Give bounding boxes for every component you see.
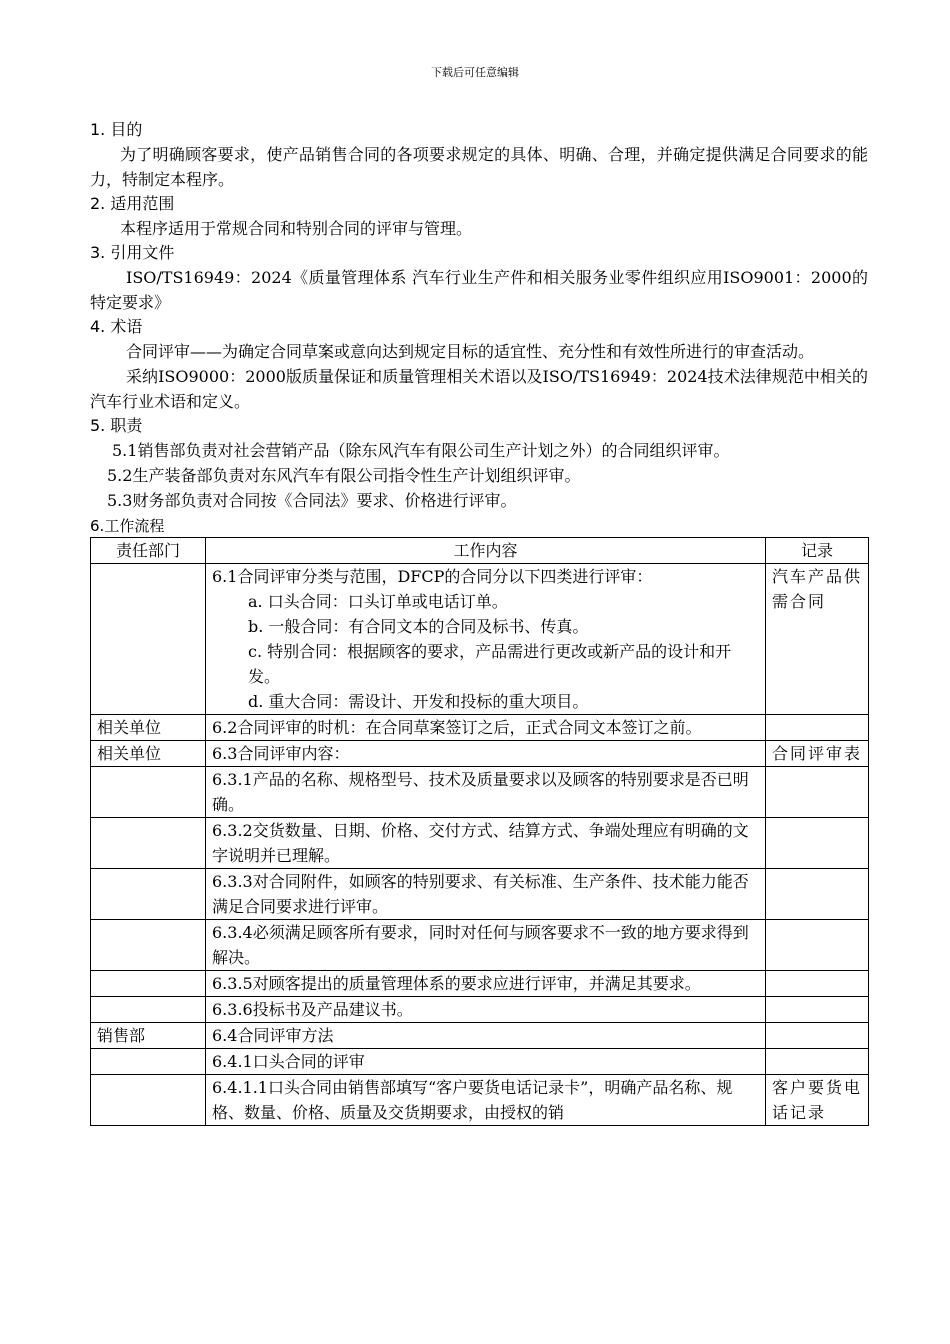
table-row xyxy=(91,564,869,715)
cell-content: 6.3.5对顾客提出的质量管理体系的要求应进行评审，并满足其要求。 xyxy=(206,971,766,997)
cell-content: 6.4.1口头合同的评审 xyxy=(206,1049,766,1075)
cell-dept xyxy=(91,1075,206,1126)
cell-content xyxy=(206,564,766,715)
cell-record: 客户要货电话记录 xyxy=(766,1075,869,1126)
section-1-title: 1. 目的 xyxy=(90,120,143,139)
section-6-number: 6. xyxy=(90,517,105,535)
table-row xyxy=(91,869,869,920)
cell-record xyxy=(766,920,869,971)
cell-dept: 相关单位 xyxy=(91,715,206,741)
workflow-table xyxy=(90,537,869,1126)
cell-dept xyxy=(91,767,206,818)
section-6-title xyxy=(90,515,868,537)
page-header: 下载后可任意编辑 xyxy=(431,66,519,79)
cell-record xyxy=(766,767,869,818)
cell-dept: 销售部 xyxy=(91,1023,206,1049)
section-2-text: 本程序适用于常规合同和特别合同的评审与管理。 xyxy=(120,219,473,238)
cell-content: 6.3.6投标书及产品建议书。 xyxy=(206,997,766,1023)
cell-dept xyxy=(91,869,206,920)
cell-dept xyxy=(91,997,206,1023)
content-line: a. 口头合同：口头订单或电话订单。 xyxy=(248,592,508,611)
content-line: b. 一般合同：有合同文本的合同及标书、传真。 xyxy=(248,617,589,636)
header-content: 工作内容 xyxy=(206,538,766,564)
cell-content: 6.4合同评审方法 xyxy=(206,1023,766,1049)
section-4-adoption: 采纳ISO9000：2000版质量保证和质量管理相关术语以及ISO/TS16949：2024技术法律规范中相关的汽车行业术语和定义。 xyxy=(90,367,868,411)
content-line: 6.1合同评审分类与范围，DFCP的合同分以下四类进行评审： xyxy=(212,567,653,586)
cell-record xyxy=(766,1049,869,1075)
cell-content: 6.3.4必须满足顾客所有要求，同时对任何与顾客要求不一致的地方要求得到解决。 xyxy=(206,920,766,971)
table-row xyxy=(91,715,869,741)
cell-record xyxy=(766,818,869,869)
section-1-text: 为了明确顾客要求，使产品销售合同的各项要求规定的具体、明确、合理，并确定提供满足合同要求的能力，特制定本程序。 xyxy=(90,145,868,189)
cell-record xyxy=(766,715,869,741)
cell-content: 6.3.2交货数量、日期、价格、交付方式、结算方式、争端处理应有明确的文字说明并已理解。 xyxy=(206,818,766,869)
cell-record xyxy=(766,1023,869,1049)
duty-item: 5.3财务部负责对合同按《合同法》要求、价格进行评审。 xyxy=(107,491,517,510)
cell-record xyxy=(766,971,869,997)
cell-record xyxy=(766,869,869,920)
document-body xyxy=(90,118,868,1126)
table-header-row xyxy=(91,538,869,564)
table-row xyxy=(91,1049,869,1075)
table-row xyxy=(91,741,869,767)
header-record: 记录 xyxy=(766,538,869,564)
table-row xyxy=(91,971,869,997)
content-line: d. 重大合同：需设计、开发和投标的重大项目。 xyxy=(248,692,589,711)
cell-content: 6.3合同评审内容： xyxy=(206,741,766,767)
section-4-title: 4. 术语 xyxy=(90,317,143,336)
table-row xyxy=(91,818,869,869)
content-line: c. 特别合同：根据顾客的要求，产品需进行更改或新产品的设计和开发。 xyxy=(248,642,732,686)
section-6-label: 工作流程 xyxy=(104,517,165,535)
cell-dept xyxy=(91,971,206,997)
cell-record: 汽车产品供需合同 xyxy=(766,564,869,715)
cell-dept xyxy=(91,1049,206,1075)
table-row xyxy=(91,920,869,971)
cell-content: 6.4.1.1口头合同由销售部填写“客户要货电话记录卡”，明确产品名称、规格、数量、价格、质量及交货期要求，由授权的销 xyxy=(206,1075,766,1126)
table-row xyxy=(91,767,869,818)
table-row xyxy=(91,997,869,1023)
duty-item: 5.1销售部负责对社会营销产品（除东风汽车有限公司生产计划之外）的合同组织评审。 xyxy=(112,441,730,460)
cell-dept xyxy=(91,920,206,971)
cell-dept xyxy=(91,564,206,715)
section-4-definition: 合同评审——为确定合同草案或意向达到规定目标的适宜性、充分性和有效性所进行的审查活动。 xyxy=(126,342,815,361)
duty-item: 5.2生产装备部负责对东风汽车有限公司指令性生产计划组织评审。 xyxy=(107,466,581,485)
cell-content: 6.3.3对合同附件，如顾客的特别要求、有关标准、生产条件、技术能力能否满足合同要求进行评审。 xyxy=(206,869,766,920)
section-2-title: 2. 适用范围 xyxy=(90,194,175,213)
cell-content: 6.2合同评审的时机：在合同草案签订之后，正式合同文本签订之前。 xyxy=(206,715,766,741)
section-3-title: 3. 引用文件 xyxy=(90,243,175,262)
cell-record: 合同评审表 xyxy=(766,741,869,767)
cell-dept: 相关单位 xyxy=(91,741,206,767)
cell-dept xyxy=(91,818,206,869)
section-3-text: ISO/TS16949：2024《质量管理体系 汽车行业生产件和相关服务业零件组织应用ISO9001：2000的特定要求》 xyxy=(90,268,868,312)
cell-record xyxy=(766,997,869,1023)
table-row xyxy=(91,1075,869,1126)
section-5-title: 5. 职责 xyxy=(90,416,143,435)
header-dept: 责任部门 xyxy=(91,538,206,564)
table-row xyxy=(91,1023,869,1049)
cell-content: 6.3.1产品的名称、规格型号、技术及质量要求以及顾客的特别要求是否已明确。 xyxy=(206,767,766,818)
